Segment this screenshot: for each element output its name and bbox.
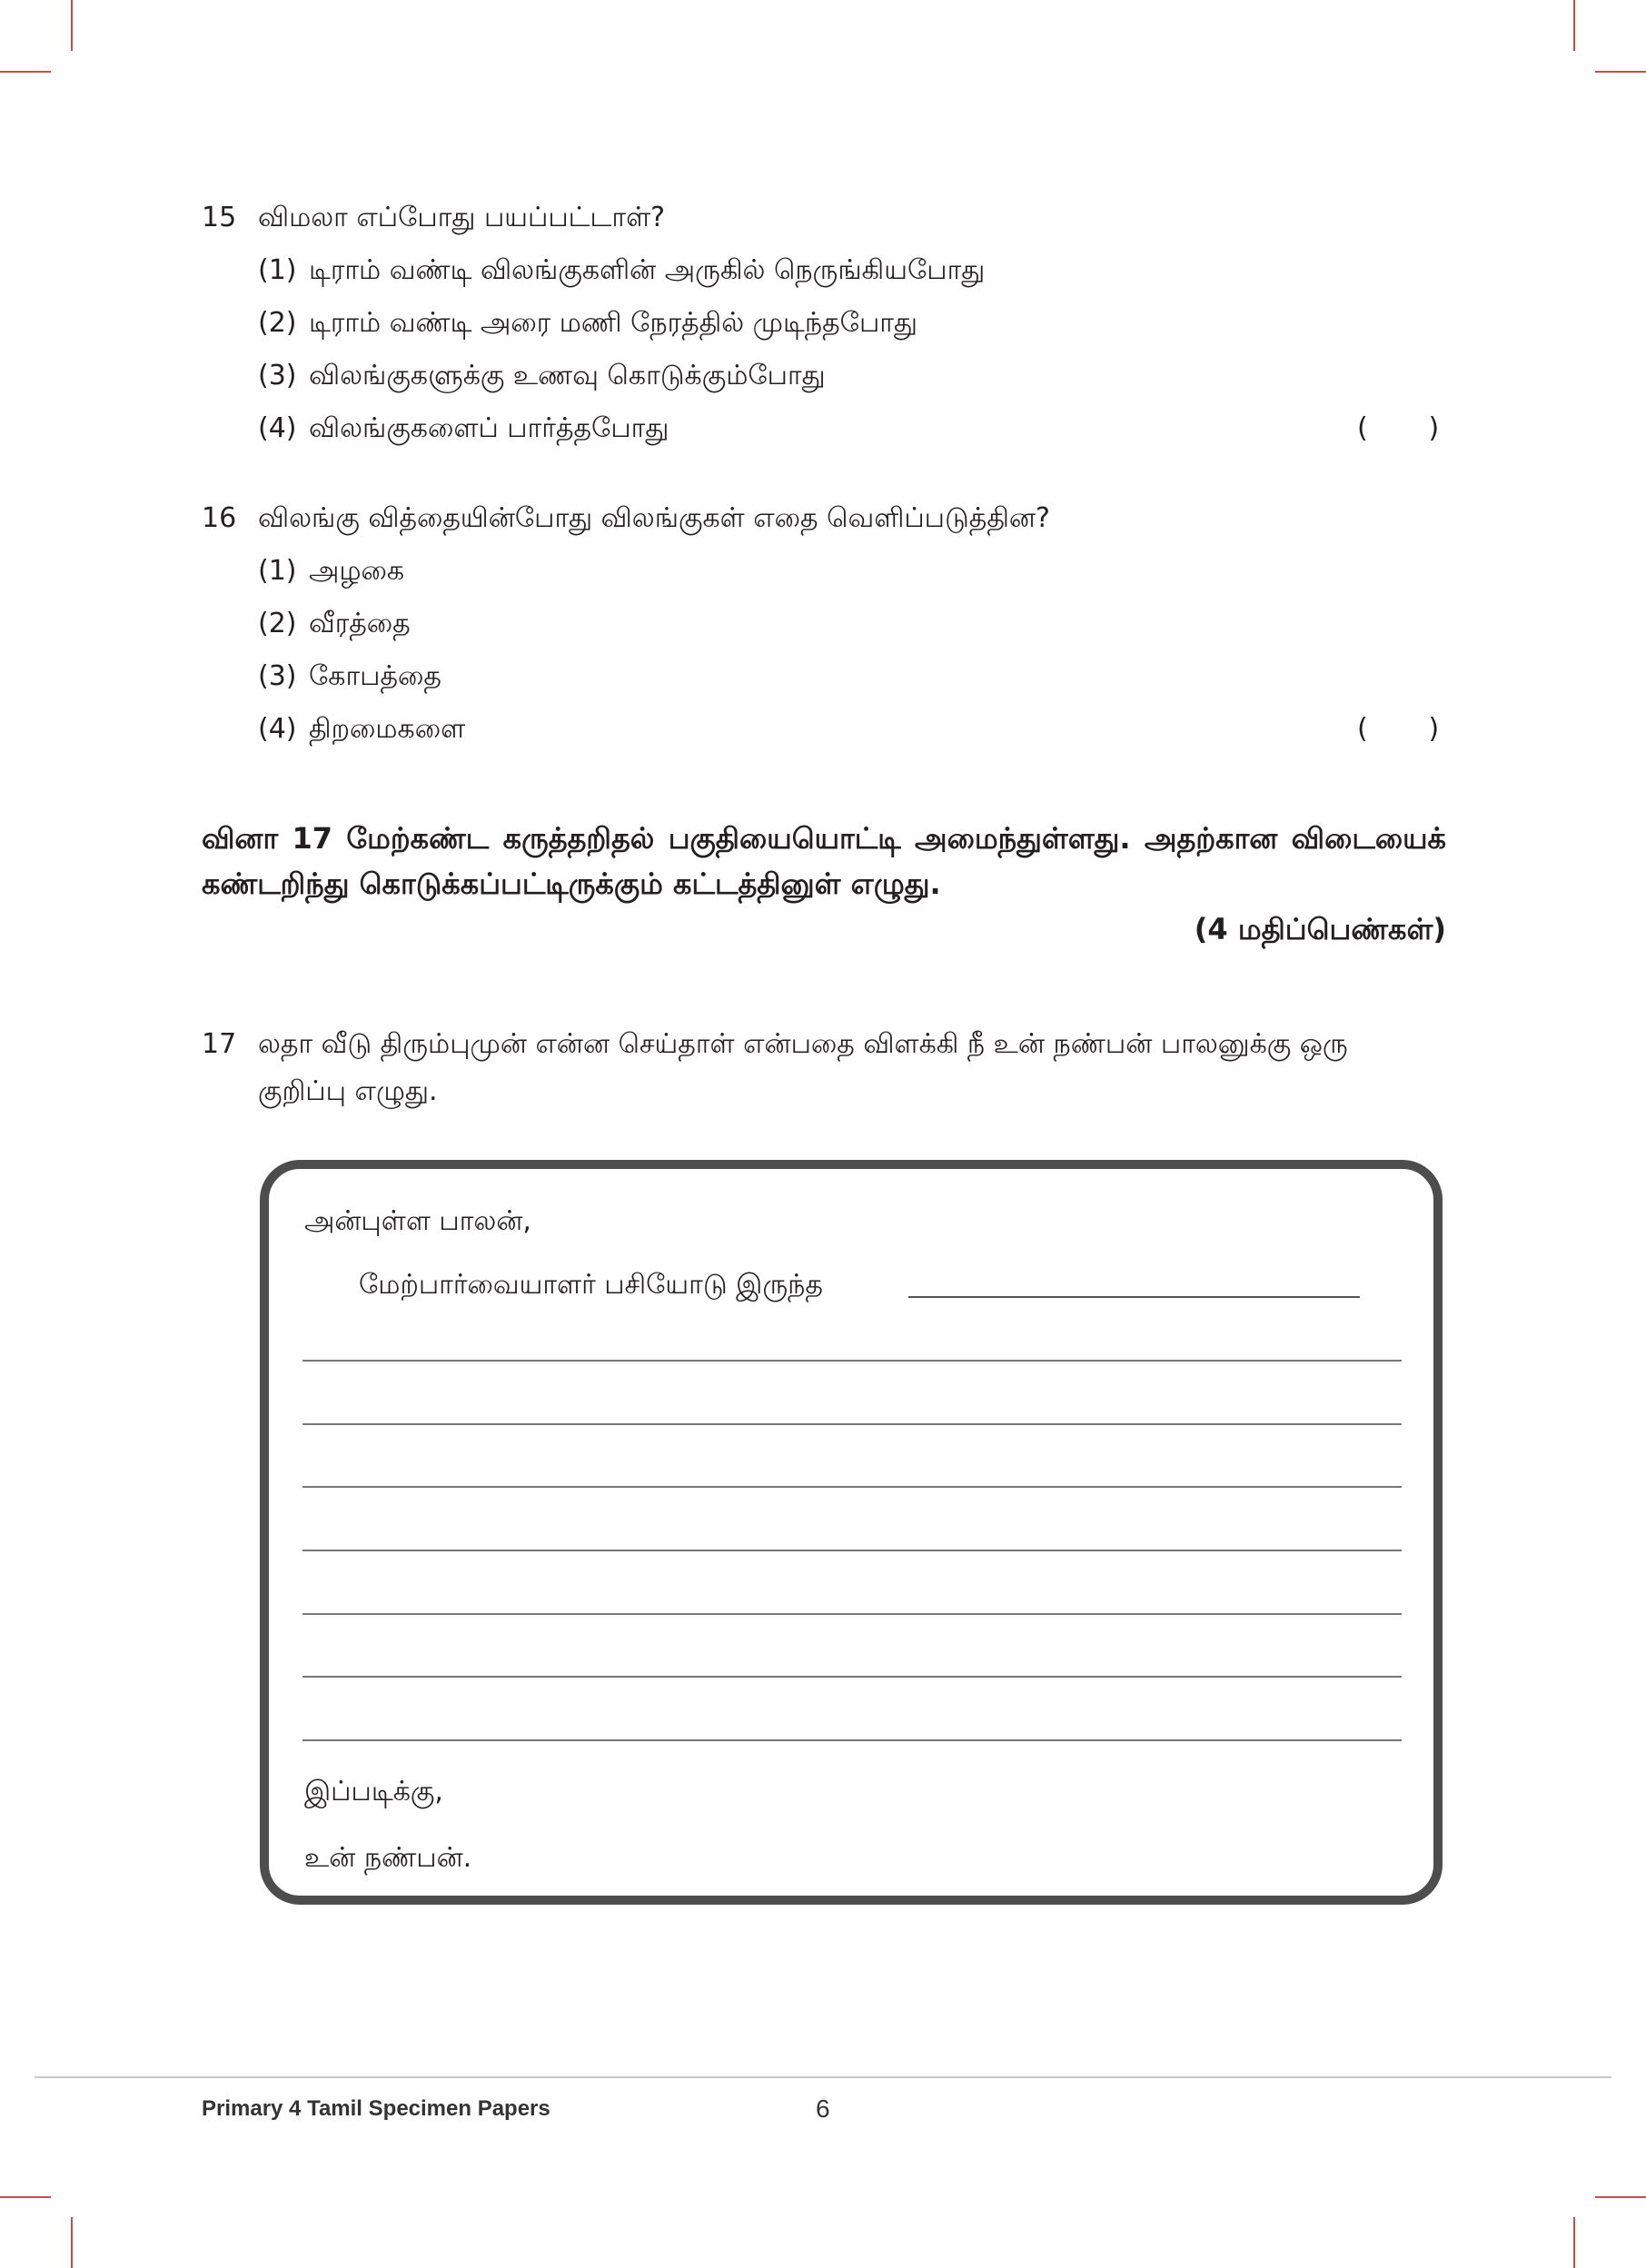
- question-15: [202, 192, 1446, 455]
- question-16: [202, 492, 1446, 756]
- answer-line[interactable]: [302, 1739, 1402, 1741]
- question-number: 16: [202, 502, 237, 534]
- marks-label: (4 மதிப்பெண்கள்): [1194, 912, 1446, 946]
- answer-line[interactable]: [302, 1423, 1402, 1425]
- letter-closing: இப்படிக்கு,: [304, 1776, 443, 1807]
- answer-bracket[interactable]: ( ): [1357, 713, 1440, 745]
- option-3: (3) கோபத்தை: [258, 660, 441, 692]
- answer-line[interactable]: [302, 1676, 1402, 1678]
- crop-mark: [1573, 0, 1575, 51]
- letter-opening: மேற்பார்வையாளர் பசியோடு இருந்த: [359, 1269, 823, 1301]
- question-text: விமலா எப்போது பயப்பட்டாள்?: [258, 202, 666, 233]
- answer-line[interactable]: [302, 1550, 1402, 1551]
- crop-mark: [0, 71, 51, 73]
- letter-greeting: அன்புள்ள பாலன்,: [304, 1205, 531, 1237]
- crop-mark: [1595, 2196, 1646, 2198]
- crop-mark: [71, 2217, 73, 2268]
- question-number: 15: [202, 202, 237, 233]
- page-number: 6: [816, 2095, 830, 2123]
- answer-line[interactable]: [302, 1486, 1402, 1488]
- crop-mark: [0, 2196, 51, 2198]
- question-text: விலங்கு வித்தையின்போது விலங்குகள் எதை வெளிப்படுத்தின?: [258, 502, 1050, 534]
- section-instruction: [202, 816, 1446, 952]
- question-number: 17: [202, 1028, 237, 1060]
- letter-signature: உன் நண்பன்.: [304, 1842, 472, 1874]
- option-1: (1) அழகை: [258, 555, 405, 587]
- footer-title: Primary 4 Tamil Specimen Papers: [202, 2096, 550, 2121]
- option-4: (4) விலங்குகளைப் பார்த்தபோது: [258, 412, 669, 444]
- answer-bracket[interactable]: ( ): [1357, 412, 1440, 444]
- footer-divider: [35, 2076, 1611, 2078]
- option-2: (2) வீரத்தை: [258, 608, 411, 639]
- option-3: (3) விலங்குகளுக்கு உணவு கொடுக்கும்போது: [258, 360, 826, 391]
- crop-mark: [71, 0, 73, 51]
- answer-line[interactable]: [302, 1360, 1402, 1362]
- option-4: (4) திறமைகளை: [258, 713, 466, 745]
- crop-mark: [1573, 2217, 1575, 2268]
- instruction-text: வினா 17 மேற்கண்ட கருத்தறிதல் பகுதியையொட்டி அமைந்துள்ளது. அதற்கான விடையைக் கண்டறிந்து கொடுக்கப்பட்டிருக்கும் கட்டத்தினுள் எழுது.: [202, 821, 1446, 901]
- answer-blank[interactable]: [908, 1296, 1360, 1298]
- option-1: (1) டிராம் வண்டி விலங்குகளின் அருகில் நெருங்கியபோது: [258, 254, 986, 286]
- option-2: (2) டிராம் வண்டி அரை மணி நேரத்தில் முடிந்தபோது: [258, 307, 917, 339]
- question-text: லதா வீடு திரும்புமுன் என்ன செய்தாள் என்பதை விளக்கி நீ உன் நண்பன் பாலனுக்கு ஒரு குறிப்பு எழுது.: [258, 1028, 1348, 1107]
- answer-line[interactable]: [302, 1613, 1402, 1615]
- crop-mark: [1595, 71, 1646, 73]
